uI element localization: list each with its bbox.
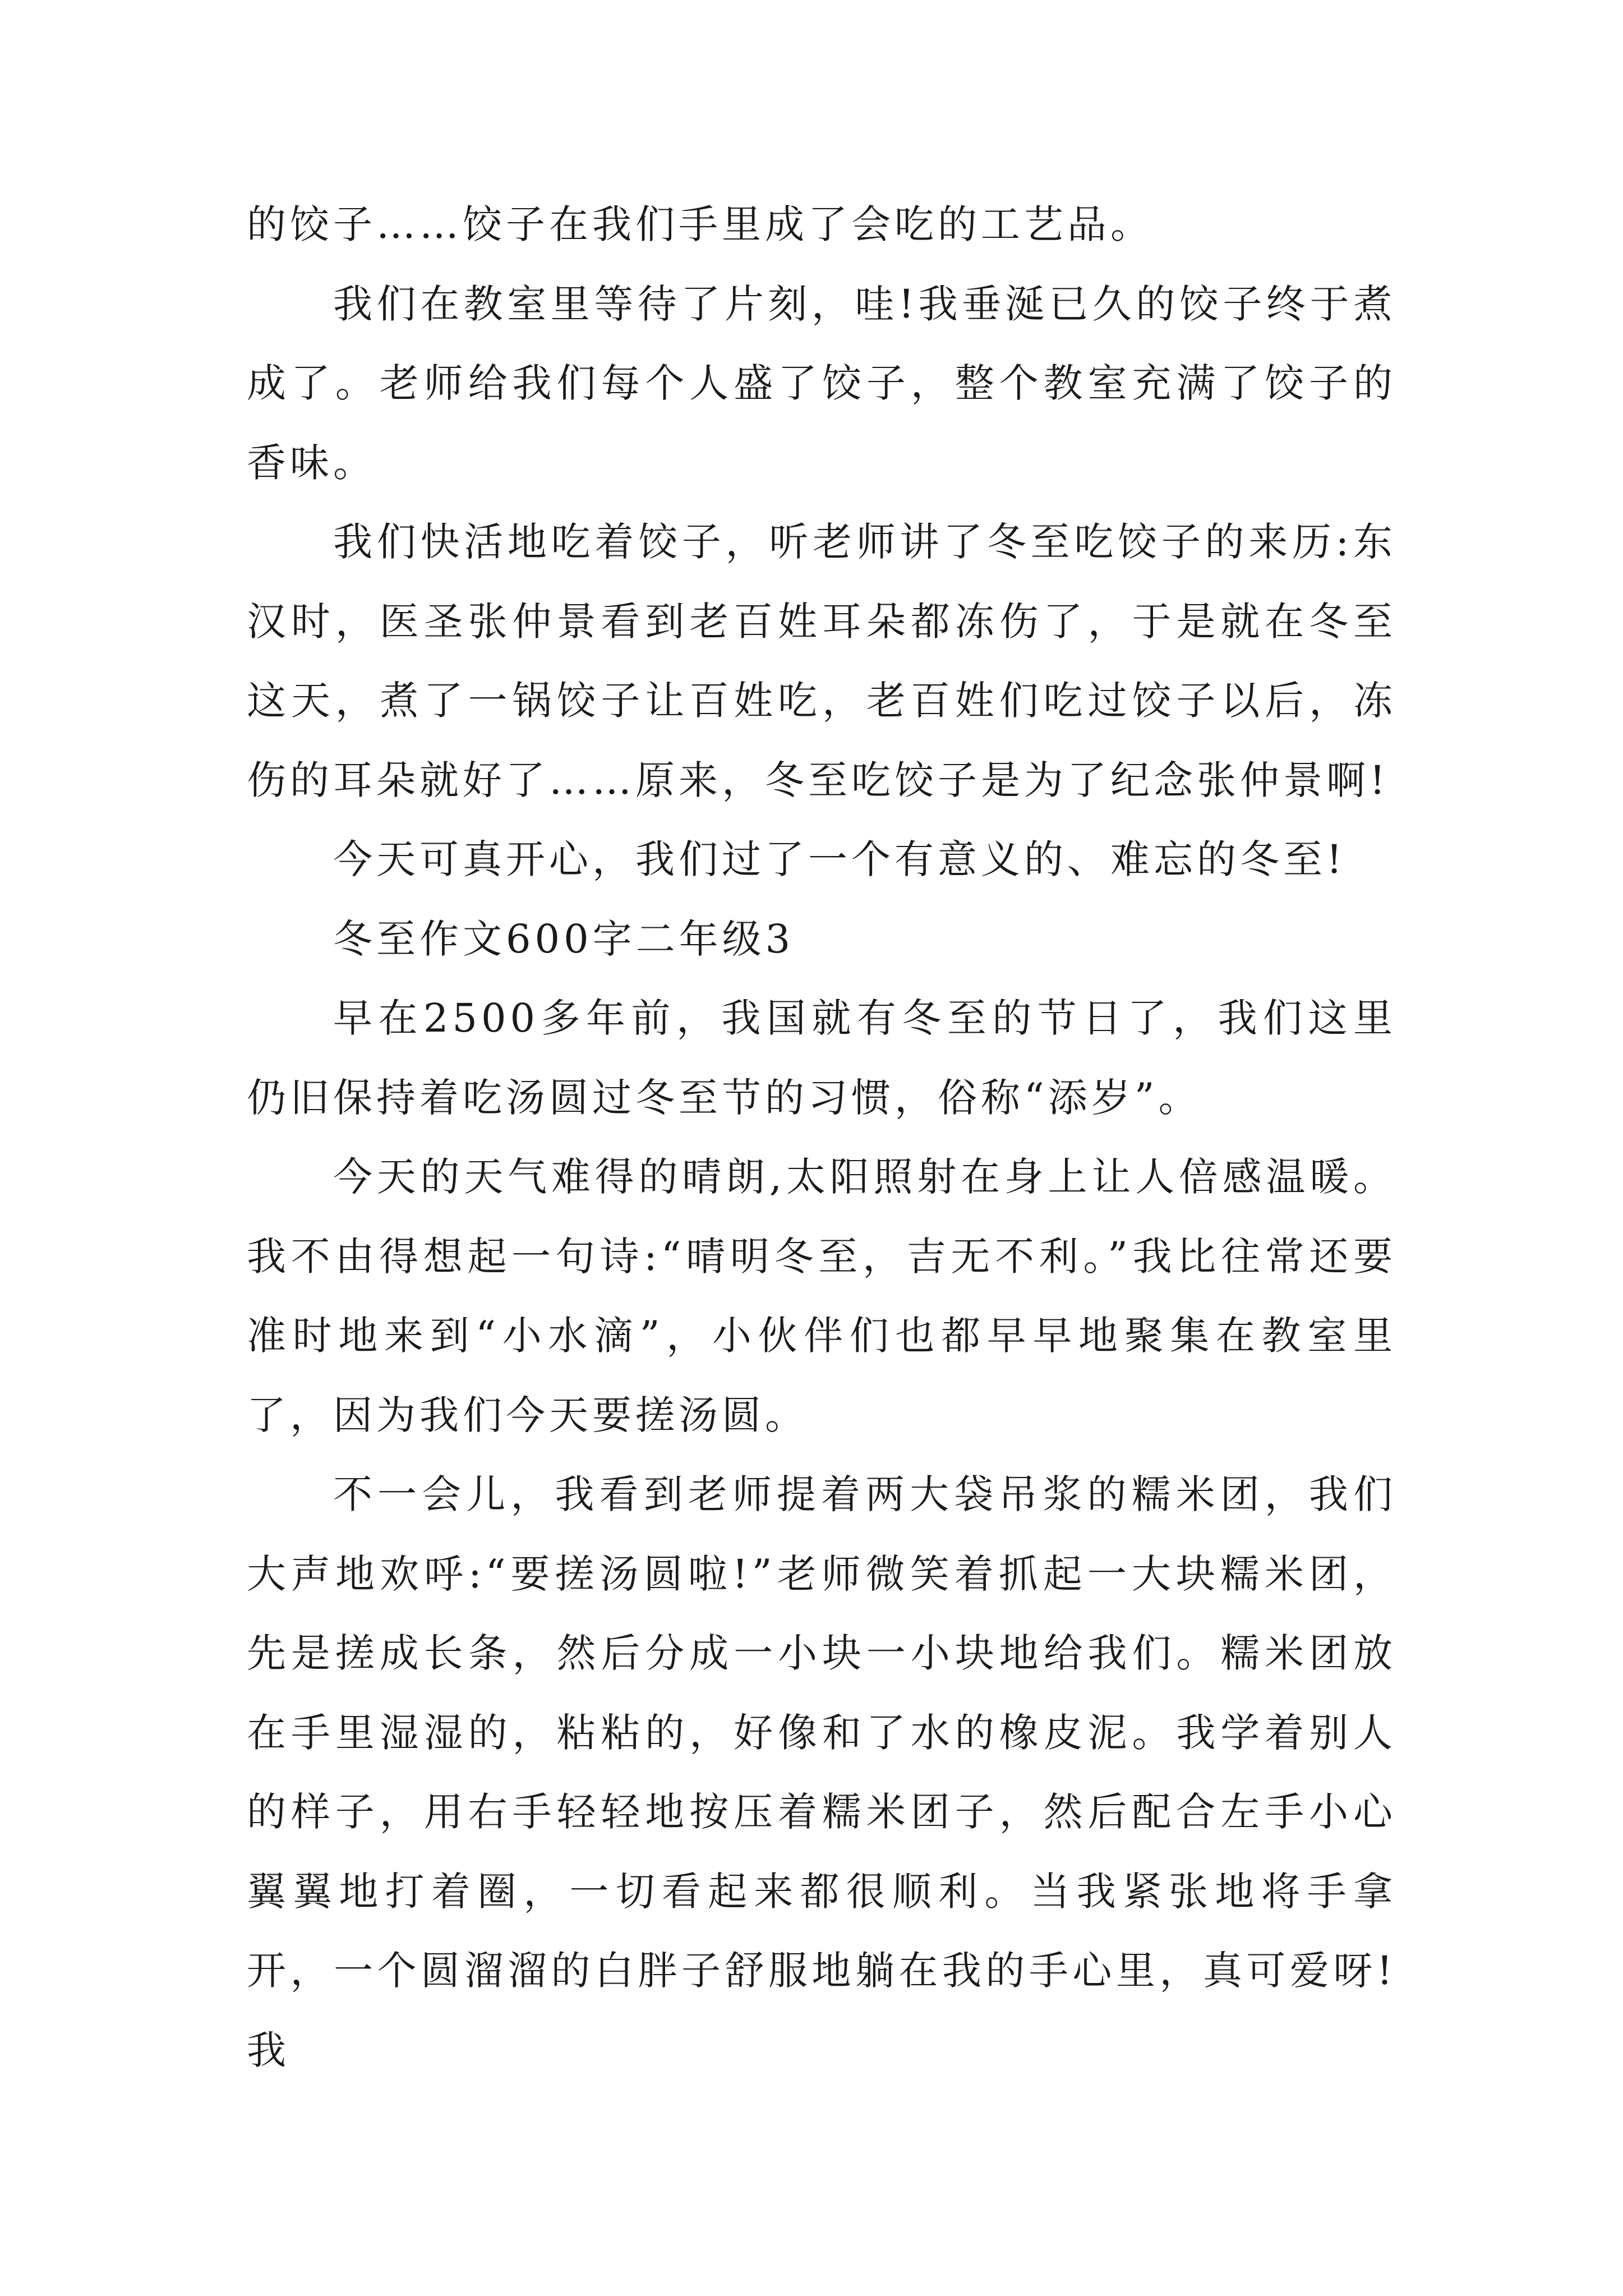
paragraph: 我们快活地吃着饺子，听老师讲了冬至吃饺子的来历:东汉时，医圣张仲景看到老百姓耳朵都冻伤了，于是就在冬至这天，煮了一锅饺子让百姓吃，老百姓们吃过饺子以后，冻伤的耳朵就好了……原来，冬至吃饺子是为了纪念张仲景啊!	[247, 519, 1396, 803]
paragraph: 不一会儿，我看到老师提着两大袋吊浆的糯米团，我们大声地欢呼:“要搓汤圆啦!”老师微笑着抓起一大块糯米团，先是搓成长条，然后分成一小块一小块地给我们。糯米团放在手里湿湿的，粘粘的，好像和了水的橡皮泥。我学着别人的样子，用右手轻轻地按压着糯米团子，然后配合左手小心翼翼地打着圈，一切看起来都很顺利。当我紧张地将手拿开，一个圆溜溜的白胖子舒服地躺在我的手心里，真可爱呀!我	[247, 1471, 1396, 2073]
paragraph: 早在2500多年前，我国就有冬至的节日了，我们这里仍旧保持着吃汤圆过冬至节的习惯，俗称“添岁”。	[247, 995, 1396, 1121]
paragraph-continuation: 的饺子……饺子在我们手里成了会吃的工艺品。	[247, 201, 1154, 247]
paragraph: 今天可真开心，我们过了一个有意义的、难忘的冬至!	[333, 836, 1347, 882]
article-body	[247, 185, 1396, 2090]
section-heading: 冬至作文600字二年级3	[333, 915, 795, 962]
paragraph: 今天的天气难得的晴朗,太阳照射在身上让人倍感温暖。我不由得想起一句诗:“晴明冬至，吉无不利。”我比往常还要准时地来到“小水滴”，小伙伴们也都早早地聚集在教室里了，因为我们今天要搓汤圆。	[247, 1154, 1396, 1438]
paragraph: 我们在教室里等待了片刻，哇!我垂涎已久的饺子终于煮成了。老师给我们每个人盛了饺子，整个教室充满了饺子的香味。	[247, 280, 1396, 486]
